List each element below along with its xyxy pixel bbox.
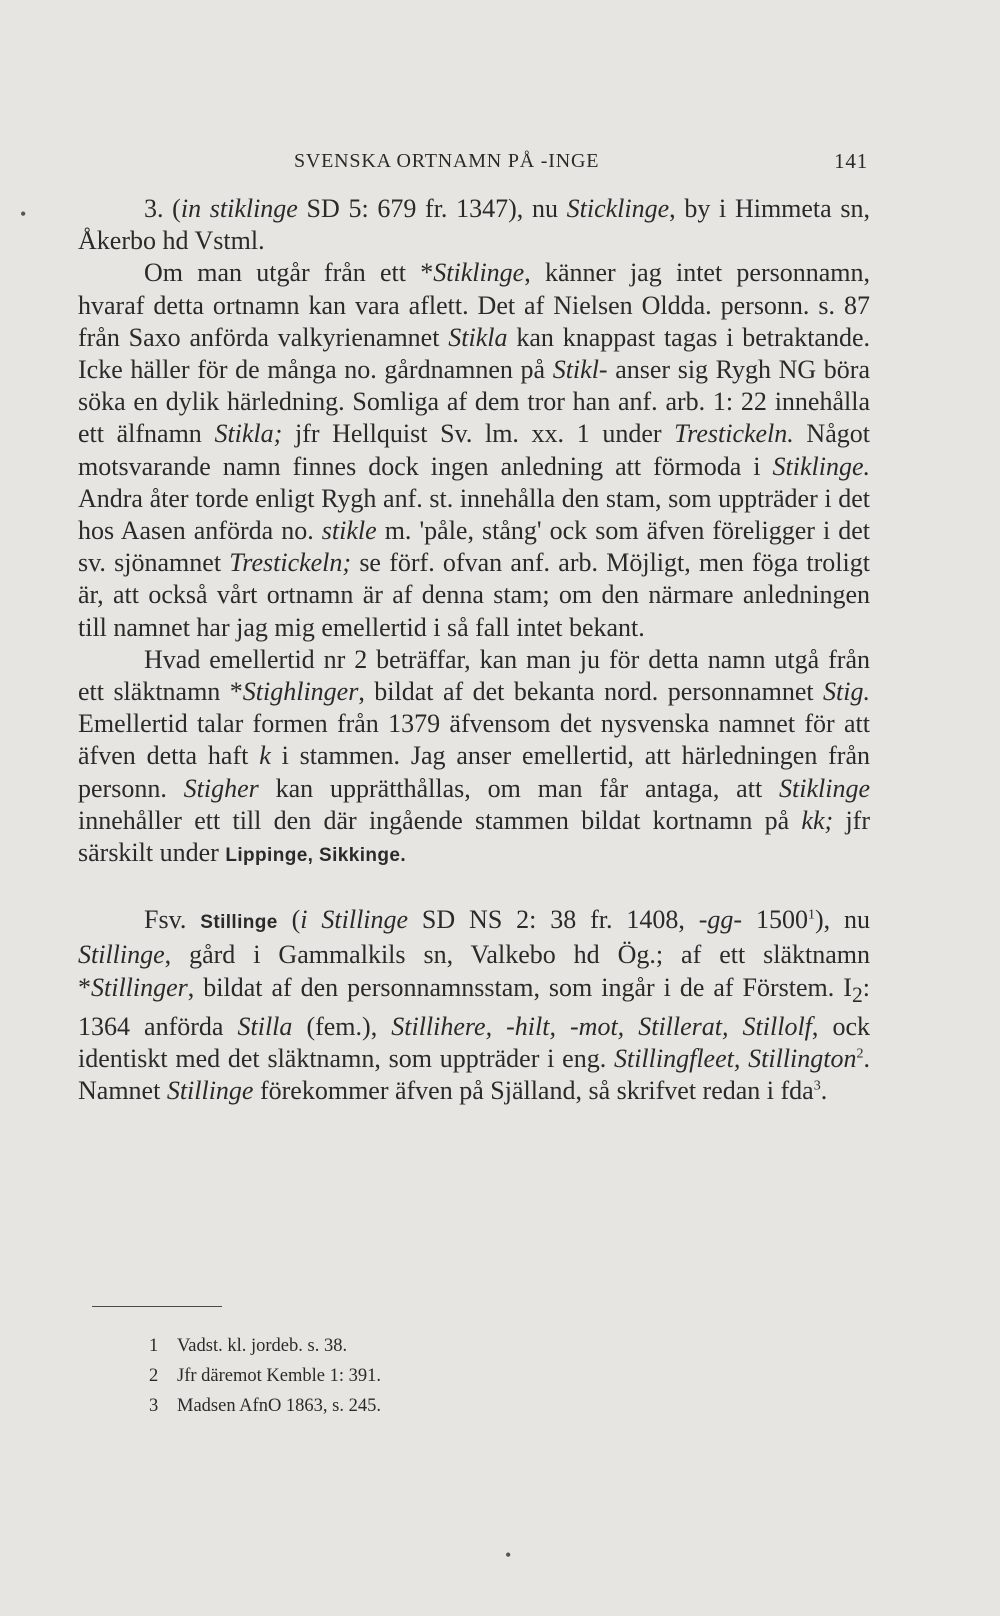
- paragraph-name-origin: Hvad emellertid nr 2 beträffar, kan man ju för detta namn utgå från ett släktnamn *Stighlinger, bildat af det bekanta nord. personnamnet Stig. Emellertid talar formen från 1379 äfvensom det nysvenska namnet för att äfven detta haft k i stammen. Jag anser emellertid, att härledningen från personn. Stigher kan upprätthållas, om man får antaga, att Stiklinge innehåller ett till den där ingående stammen bildat kortnamn på kk; jfr särskilt under Lippinge, Sikkinge.: [78, 644, 871, 868]
- footnote-separator: [92, 1306, 222, 1307]
- page-header: [82, 146, 868, 176]
- page-speck: •: [20, 204, 27, 224]
- paragraph-entry-3: 3. (in stiklinge SD 5: 679 fr. 1347), nu Sticklinge, by i Himmeta sn, Åkerbo hd Vstml.: [78, 194, 871, 256]
- page-number: 141: [834, 148, 868, 173]
- footnote-3: 3 Madsen AfnO 1863, s. 245.: [149, 1396, 382, 1416]
- footnote-ref-2[interactable]: 2: [856, 1046, 864, 1062]
- paragraph-discussion: Om man utgår från ett *Stiklinge, känner jag intet personnamn, hvaraf detta ortnamn kan vara aflett. Det af Nielsen Oldda. personn. s. 87 från Saxo anförda valkyrienamnet Stikla kan knappast tagas i betraktande. Icke häller för de många no. gårdnamnen på Stikl- anser sig Rygh NG böra söka en dylik härledning. Somliga af dem tror han anf. arb. 1: 22 innehålla ett älfnamn Stikla; jfr Hellquist Sv. lm. xx. 1 under Trestickeln. Något motsvarande namn finnes dock ingen anledning att förmoda i Stiklinge. Andra åter torde enligt Rygh anf. st. innehålla den stam, som uppträder i det hos Aasen anförda no. stikle m. 'påle, stång' ock som äfven föreligger i det sv. sjönamnet Trestickeln; se förf. ofvan anf. arb. Möjligt, men föga troligt är, att också vårt ortnamn är af denna stam; om den närmare anledningen till namnet har jag mig emellertid i så fall intet bekant.: [78, 258, 871, 642]
- running-title: SVENSKA ORTNAMN PÅ -INGE: [294, 149, 600, 172]
- footnote-ref-3[interactable]: 3: [813, 1078, 821, 1094]
- footnotes: [149, 1331, 799, 1421]
- paragraph-stillinge-entry: Fsv. Stillinge (i Stillinge SD NS 2: 38 fr. 1408, -gg- 1500$^1$), nu Stillinge, gård i Gammalkils sn, Valkebo hd Ög.; af ett släktnamn *Stillinger, bildat af den personnamnsstam, som ingår i de af Förstem. $I_2$: 1364 anförda Stilla (fem.), Stillihere, -hilt, -mot, Stillerat, Stillolf, ock identiskt med det släktnamn, som uppträder i eng. Stillingfleet, Stillington$^2$. Namnet Stillinge förekommer äfven på Själland, så skrifvet redan i fda$^3$.: [78, 905, 870, 1106]
- footnote-ref-1[interactable]: 1: [807, 907, 815, 923]
- footnote-2: 2 Jfr däremot Kemble 1: 391.: [149, 1366, 381, 1386]
- page-speck: •: [505, 1545, 512, 1565]
- footnote-1: 1 Vadst. kl. jordeb. s. 38.: [149, 1336, 348, 1356]
- main-text: [78, 193, 870, 1108]
